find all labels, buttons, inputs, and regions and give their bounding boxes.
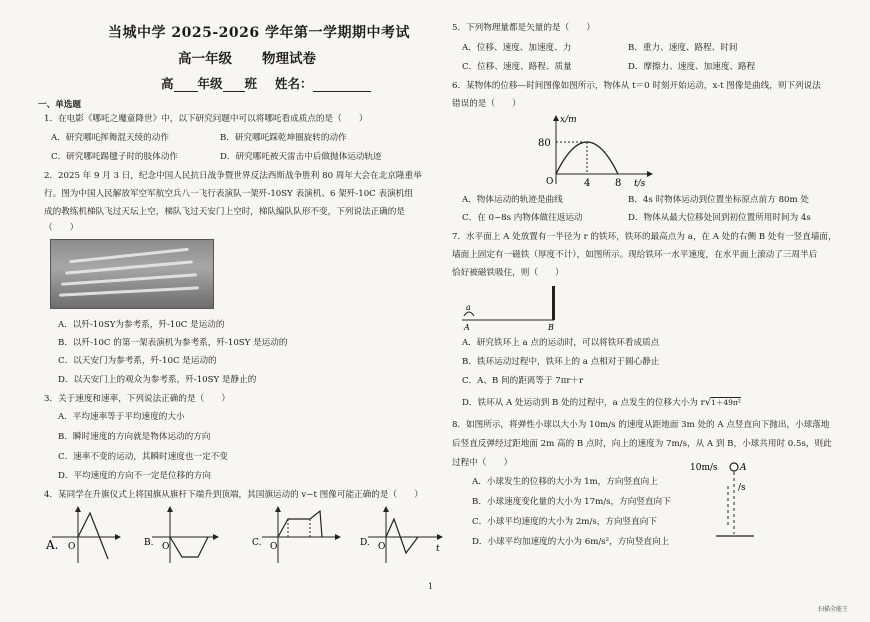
- q4-graph-c: [252, 507, 340, 563]
- q8-line2: 后竖直反弹经过距地面 2m 高的 B 点时，向上的速度为 7m/s，从 A 到 B，小球共用时 0.5s，则此: [452, 439, 832, 449]
- student-info-line: [161, 74, 371, 92]
- subject-label: 物理试卷: [262, 51, 316, 67]
- q1-option-c: C．研究哪吒踢毽子时的肢体动作: [51, 152, 178, 162]
- q4-label-c: C.: [252, 538, 262, 548]
- q2-line4: （ ）: [44, 223, 79, 233]
- q6-option-c: C．在 0~8s 内物体做往返运动: [462, 213, 583, 223]
- q4-graph-b: [144, 507, 218, 563]
- q4-stem: 4．某同学在升旗仪式上将国旗从旗杆下端升到顶端，其国旗运动的 v−t 图像可能正确的是（ ）: [44, 490, 423, 500]
- section-title: 一、单选题: [38, 100, 81, 110]
- q7-option-d: [462, 397, 741, 409]
- q5-option-b: B．重力、速度、路程、时间: [628, 43, 738, 53]
- q1-option-b: B．研究哪吒踩乾坤圈旋转的动作: [220, 133, 347, 143]
- q4-origin-a: O: [68, 542, 76, 552]
- q6-xlabel: t/s: [634, 179, 646, 188]
- q6-xt-graph: [534, 112, 664, 188]
- scanner-stamp: 扫描全能王: [818, 606, 849, 613]
- q7-option-a: A．研究铁环上 a 点的运动时，可以将铁环看成质点: [462, 338, 660, 348]
- q6-option-b: B．4s 时物体运动到位置坐标原点前方 80m 处: [628, 195, 809, 205]
- q4-graph-d: [360, 507, 442, 563]
- q4-origin-c: O: [270, 542, 278, 552]
- q2-flight-photo: [50, 239, 214, 309]
- q2-line2: 行。图为中国人民解放军空军航空兵八一飞行表演队一架歼-10SY 表演机、6 架歼-10C 表演机组: [44, 189, 413, 199]
- q4-label-a: A.: [46, 538, 59, 552]
- q7-option-b: B．铁环运动过程中，铁环上的 a 点相对于圆心静止: [462, 357, 660, 367]
- q5-option-a: A．位移、速度、加速度、力: [462, 43, 572, 53]
- q7-option-d-root: 1＋49π²: [711, 398, 741, 407]
- page-number: 1: [428, 582, 434, 591]
- school-title: 当城中学 2025-2026 学年第一学期期中考试: [108, 25, 410, 41]
- q4-graph-a: [45, 507, 120, 563]
- q7-label-B: B: [548, 323, 554, 332]
- q2-option-a: A．以歼-10SY为参考系，歼-10C 是运动的: [58, 320, 225, 330]
- info-name: 姓名：: [275, 76, 313, 91]
- right-column: [452, 0, 847, 622]
- q4-label-b: B.: [144, 538, 154, 548]
- grade-blank[interactable]: [174, 81, 198, 92]
- q1-option-d: D．研究哪吒被天雷击中后做抛体运动轨迹: [220, 152, 382, 162]
- q4-label-d: D.: [360, 538, 370, 548]
- q5-option-d: D．摩擦力、速度、加速度、路程: [628, 62, 756, 72]
- q3-stem: 3．关于速度和速率，下列说法正确的是（ ）: [44, 394, 230, 404]
- q6-ylabel: x/m: [560, 115, 577, 125]
- q6-xtick2: 8: [615, 178, 622, 188]
- sqrt-symbol: √: [704, 397, 712, 408]
- q7-ring-figure: [460, 282, 570, 332]
- q8-option-c: C．小球平均速度的大小为 2m/s，方向竖直向下: [472, 517, 657, 527]
- q1-stem: 1．在电影《哪吒之魔童降世》中，以下研究问题中可以将哪吒看成质点的是（ ）: [44, 114, 368, 124]
- info-class: 班: [244, 76, 258, 91]
- q8-line3: 过程中（ ）: [452, 458, 513, 468]
- q8-v1-label: 10m/s: [690, 463, 718, 473]
- q6-line1: 6．某物体的位移—时间图像如图所示，物体从 t＝0 时刻开始运动，x-t 图像是曲线，则下列说法: [452, 81, 821, 91]
- q2-line1: 2．2025 年 9 月 3 日，纪念中国人民抗日战争暨世界反法西斯战争胜利 80 周年大会在北京隆重举: [44, 171, 422, 181]
- q4-origin-b: O: [162, 542, 170, 552]
- q8-A-label: A: [740, 463, 747, 473]
- q8-ball-figure: [680, 456, 780, 542]
- q2-option-c: C．以天安门为参考系，歼-10C 是运动的: [58, 356, 217, 366]
- q6-origin: O: [546, 177, 554, 187]
- q6-line2: 错误的是（ ）: [452, 99, 521, 109]
- q8-option-b: B．小球速度变化量的大小为 17m/s，方向竖直向下: [472, 497, 671, 507]
- info-grade: 年级: [197, 76, 223, 91]
- q2-option-d: D．以天安门上的观众为参考系，歼-10SY 是静止的: [58, 375, 257, 385]
- q7-option-d-text: D．铁环从 A 处运动到 B 处的过程中，a 点发生的位移大小为 r: [462, 398, 705, 408]
- q8-line1: 8．如图所示，将弹性小球以大小为 10m/s 的速度从距地面 3m 处的 A 点竖直向下抛出，小球落地: [452, 420, 830, 430]
- q8-v2-label: /s: [738, 483, 746, 493]
- q8-option-d: D．小球平均加速度的大小为 6m/s²，方向竖直向上: [472, 537, 670, 547]
- q4-graphs: [40, 505, 450, 567]
- q7-line3: 恰好被磁铁吸住，则（ ）: [452, 268, 564, 278]
- name-blank[interactable]: [313, 81, 371, 92]
- grade-label: 高一年级: [178, 51, 232, 67]
- q2-option-b: B．以歼-10C 的第一架表演机为参考系，歼-10SY 是运动的: [58, 338, 288, 348]
- q6-xtick1: 4: [584, 178, 591, 188]
- q7-line1: 7．水平面上 A 处放置有一半径为 r 的铁环，铁环的最高点为 a，在 A 处的右侧 B 处有一竖直墙面，: [452, 232, 837, 242]
- q6-option-a: A．物体运动的轨迹是曲线: [462, 195, 563, 205]
- q3-option-a: A．平均速率等于平均速度的大小: [58, 412, 185, 422]
- info-gao: 高: [161, 76, 174, 91]
- q4-t-label: t: [436, 544, 440, 554]
- q3-option-c: C．速率不变的运动，其瞬时速度也一定不变: [58, 452, 228, 462]
- q8-option-a: A．小球发生的位移的大小为 1m，方向竖直向上: [472, 477, 658, 487]
- q6-ytick: 80: [538, 138, 551, 149]
- q7-label-a: a: [466, 303, 471, 312]
- q1-option-a: A．研究哪吒挥舞混天绫的动作: [51, 133, 169, 143]
- q7-line2: 墙面上固定有一磁铁（厚度不计），如图所示。现给铁环一水平速度，在水平面上滚动了三周半后: [452, 250, 818, 260]
- q6-option-d: D．物体从最大位移处回到初位置所用时间为 4s: [628, 213, 811, 223]
- q4-origin-d: O: [378, 542, 386, 552]
- left-column: [38, 0, 448, 622]
- q3-option-d: D．平均速度的方向不一定是位移的方向: [58, 471, 211, 481]
- class-blank[interactable]: [223, 81, 245, 92]
- q5-option-c: C．位移、速度、路程、质量: [462, 62, 572, 72]
- q7-label-A: A: [464, 323, 470, 332]
- q5-stem: 5．下列物理量都是矢量的是（ ）: [452, 23, 595, 33]
- q2-line3: 成的教练机梯队飞过天坛上空，梯队飞过天安门上空时，梯队编队队形不变，下列说法正确的是: [44, 207, 405, 217]
- q7-option-c: C．A、B 间的距离等于 7πr＋r: [462, 376, 584, 386]
- q3-option-b: B．瞬时速度的方向就是物体运动的方向: [58, 432, 211, 442]
